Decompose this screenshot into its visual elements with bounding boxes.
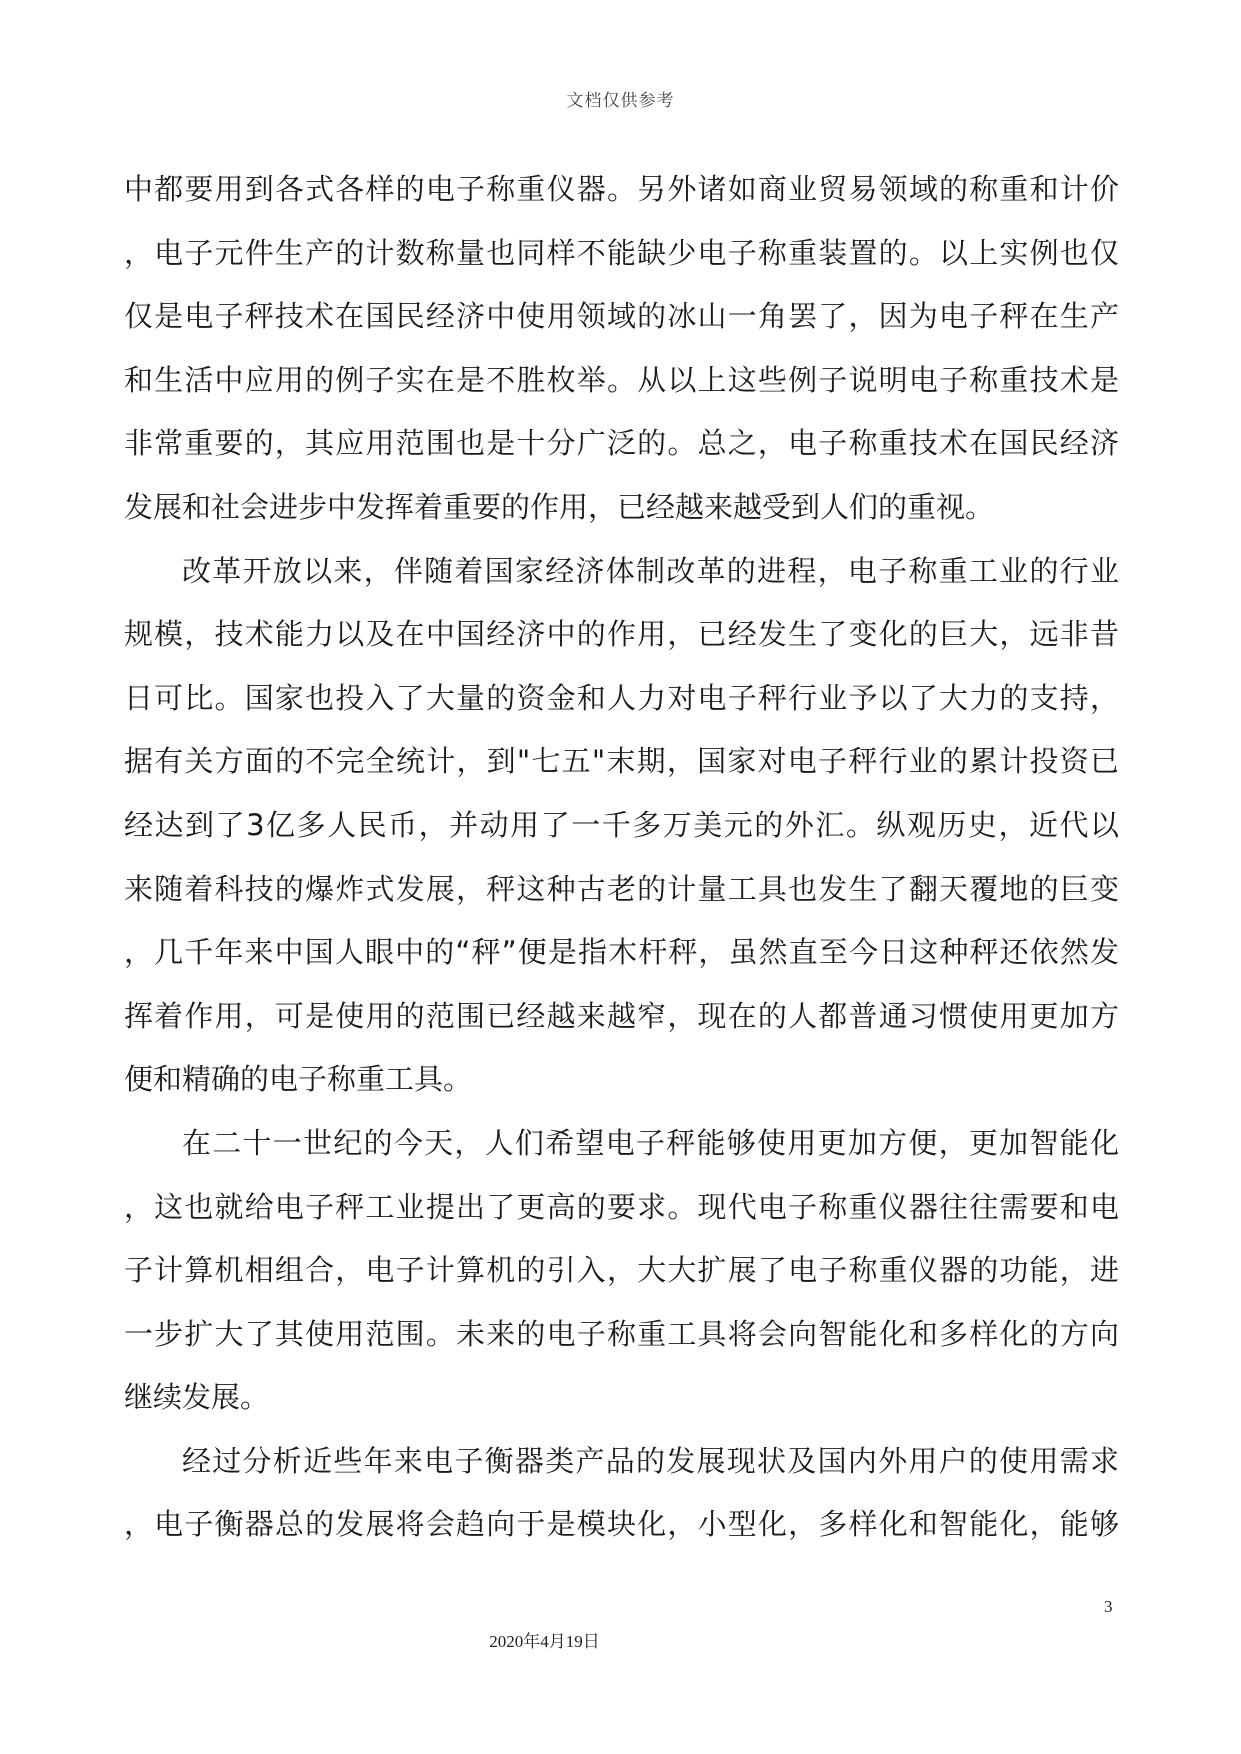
text-line: 和生活中应用的例子实在是不胜枚举。从以上这些例子说明电子称重技术是 bbox=[124, 362, 1119, 397]
text-line: 发展和社会进步中发挥着重要的作用，已经越来越受到人们的重视。 bbox=[124, 489, 995, 524]
text-line: 中都要用到各式各样的电子称重仪器。另外诸如商业贸易领域的称重和计价 bbox=[124, 172, 1119, 206]
page-number: 3 bbox=[1104, 1597, 1113, 1616]
paragraph-first-line: 经过分析近些年来电子衡器类产品的发展现状及国内外用户的使用需求 bbox=[182, 1443, 1119, 1478]
text-line: 仅是电子秤技术在国民经济中使用领域的冰山一角罢了，因为电子秤在生产 bbox=[124, 299, 1119, 334]
text-line: 据有关方面的不完全统计，到"七五"末期，国家对电子秤行业的累计投资已 bbox=[124, 744, 1119, 779]
text-line: 便和精确的电子称重工具。 bbox=[124, 1062, 473, 1097]
text-line: ，这也就给电子秤工业提出了更高的要求。现代电子称重仪器往往需要和电 bbox=[124, 1189, 1119, 1224]
page-footer-date: 2020年4月19日 bbox=[489, 1632, 600, 1651]
text-line: 非常重要的，其应用范围也是十分广泛的。总之，电子称重技术在国民经济 bbox=[124, 426, 1119, 461]
document-body bbox=[124, 158, 1119, 1557]
text-line: 经达到了3亿多人民币，并动用了一千多万美元的外汇。纵观历史，近代以 bbox=[124, 807, 1119, 842]
text-line: ，电子元件生产的计数称量也同样不能缺少电子称重装置的。以上实例也仅 bbox=[124, 235, 1119, 270]
text-line: ，几千年来中国人眼中的“秤”便是指木杆秤，虽然直至今日这种秤还依然发 bbox=[124, 935, 1119, 970]
text-line: 日可比。国家也投入了大量的资金和人力对电子秤行业予以了大力的支持， bbox=[124, 680, 1119, 715]
text-line: 挥着作用，可是使用的范围已经越来越窄，现在的人都普通习惯使用更加方 bbox=[124, 998, 1119, 1033]
paragraph-first-line: 改革开放以来，伴随着国家经济体制改革的进程，电子称重工业的行业 bbox=[182, 553, 1119, 588]
text-line: 继续发展。 bbox=[124, 1380, 270, 1415]
text-line: 一步扩大了其使用范围。未来的电子称重工具将会向智能化和多样化的方向 bbox=[124, 1316, 1119, 1351]
paragraph-first-line: 在二十一世纪的今天，人们希望电子秤能够使用更加方便，更加智能化 bbox=[182, 1125, 1119, 1160]
page-header: 文档仅供参考 bbox=[566, 91, 675, 111]
text-line: 规模，技术能力以及在中国经济中的作用，已经发生了变化的巨大，远非昔 bbox=[124, 617, 1119, 652]
text-line: ，电子衡器总的发展将会趋向于是模块化，小型化，多样化和智能化，能够 bbox=[124, 1507, 1119, 1542]
text-line: 来随着科技的爆炸式发展，秤这种古老的计量工具也发生了翻天覆地的巨变 bbox=[124, 871, 1119, 906]
text-line: 子计算机相组合，电子计算机的引入，大大扩展了电子称重仪器的功能，进 bbox=[124, 1253, 1119, 1288]
